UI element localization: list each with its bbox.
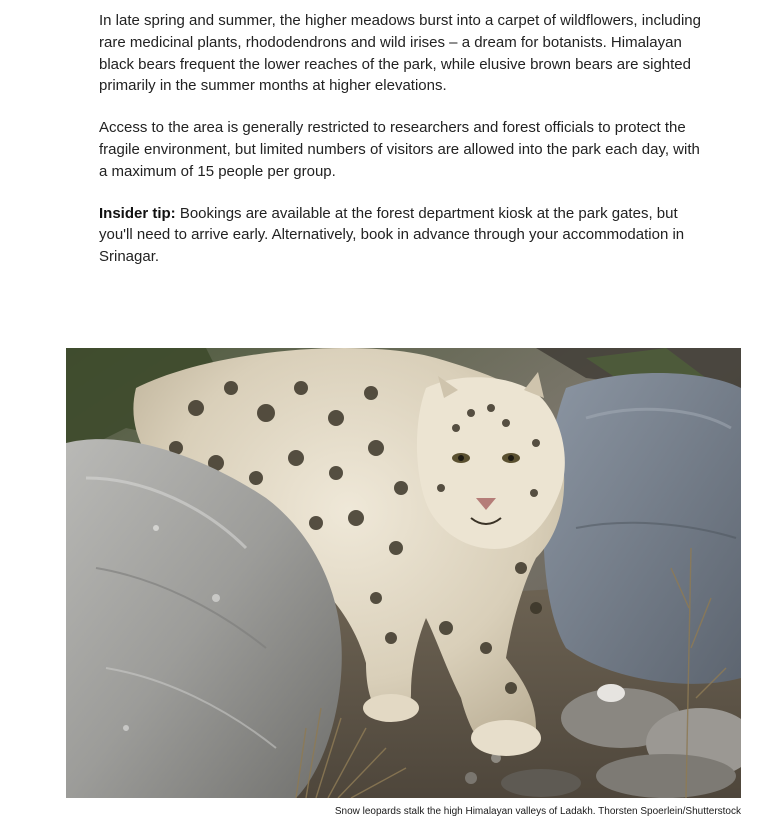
insider-tip-text: Bookings are available at the forest department kiosk at the park gates, but you'll need to arrive early. Alternatively, book in advance through your accommodation in Srinagar. — [99, 204, 685, 266]
article-body — [99, 10, 709, 288]
insider-tip-label: Insider tip: — [99, 204, 176, 222]
photo-caption: Snow leopards stalk the high Himalayan valleys of Ladakh. Thorsten Spoerlein/Shutterstock — [334, 806, 741, 817]
article-figure — [66, 348, 741, 798]
right-boulder — [544, 373, 742, 684]
article-paragraph-access: Access to the area is generally restricted to researchers and forest officials to protect the fragile environment, but limited numbers of visitors are allowed into the park each day, with a maximum of 15 people per group. — [99, 119, 700, 180]
snow-leopard-photo — [66, 348, 741, 798]
article-paragraph-wildflowers: In late spring and summer, the higher meadows burst into a carpet of wildflowers, including rare medicinal plants, rhododendrons and wild irises – a dream for botanists. Himalayan black bears frequent the lower reaches of the park, while elusive brown bears are sighted primarily in the summer months at higher elevations. — [99, 12, 701, 95]
insider-tip-paragraph — [99, 203, 709, 268]
snow-leopard-illustration — [66, 348, 741, 798]
